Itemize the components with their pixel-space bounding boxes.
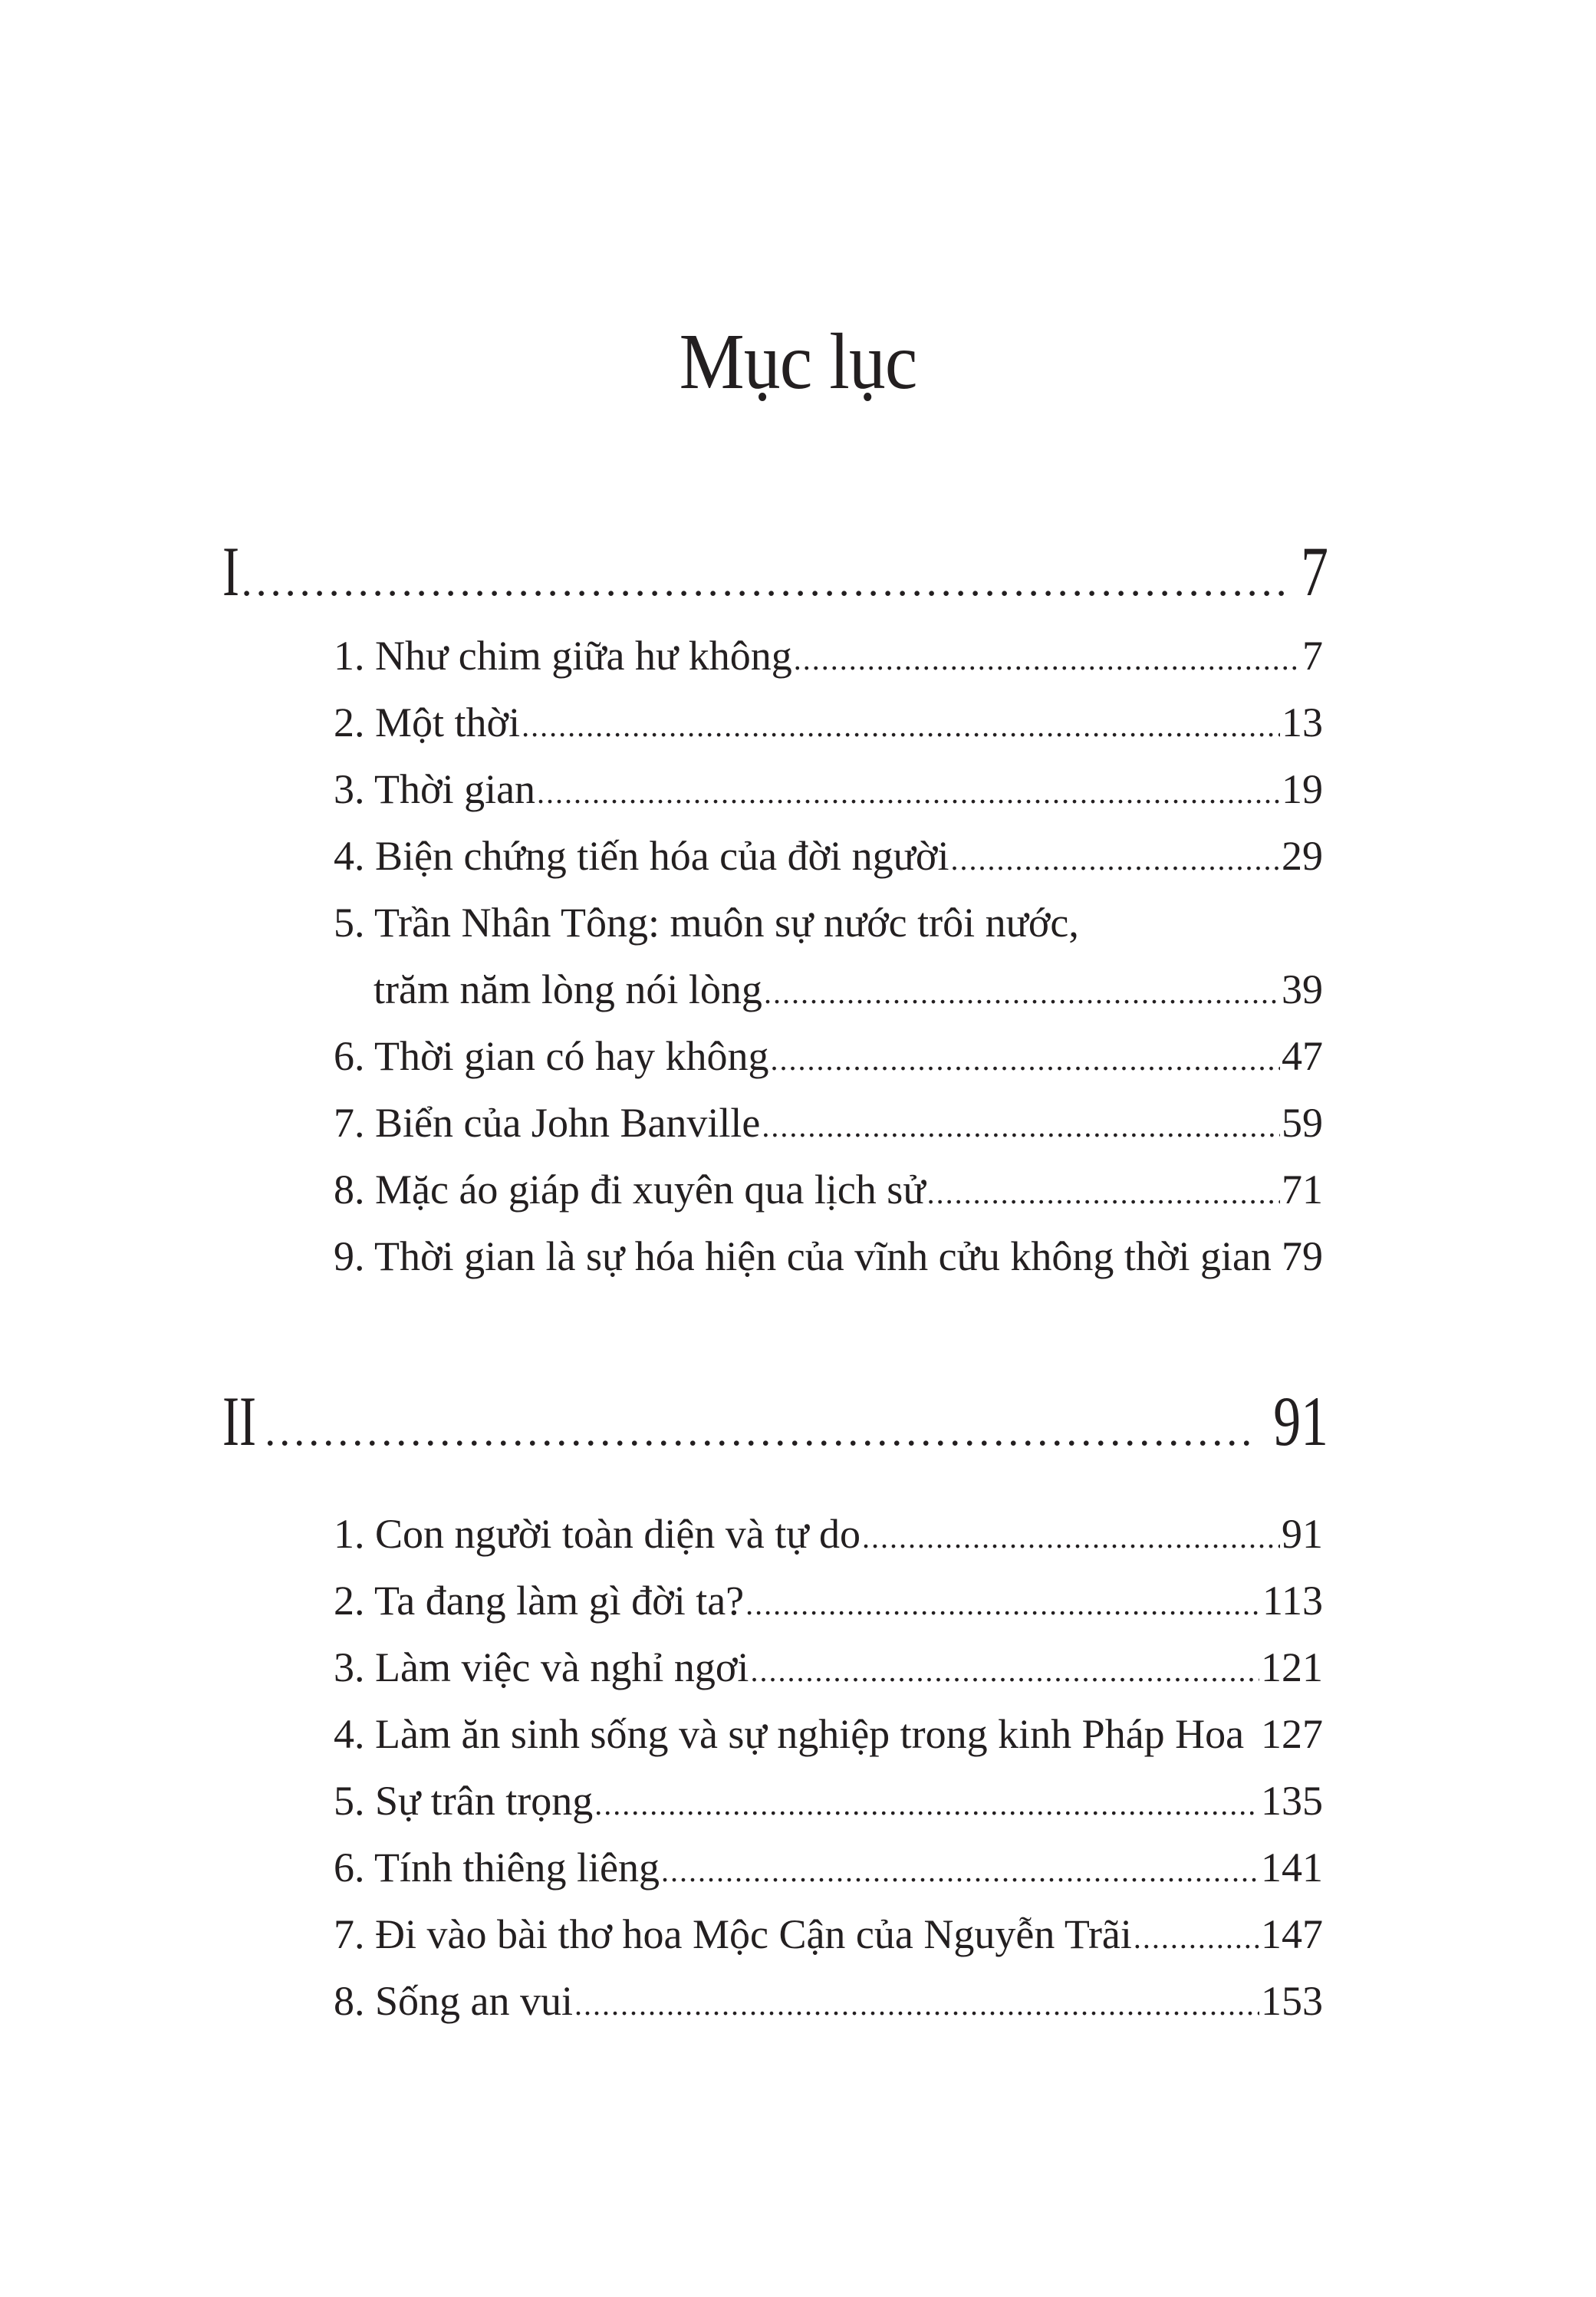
dot-leader — [862, 1504, 1280, 1571]
entry-title: 2. Một thời — [334, 699, 521, 745]
section-label: I — [222, 532, 240, 610]
entry-page-number: 47 — [1282, 1033, 1323, 1079]
entry-page-number: 19 — [1282, 766, 1323, 812]
dot-leader — [762, 1093, 1280, 1160]
dot-leader — [574, 1971, 1259, 2038]
entry-title: 5. Sự trân trọng — [334, 1778, 594, 1824]
section-heading-i[interactable] — [222, 529, 1328, 614]
dot-leader — [750, 1637, 1259, 1704]
toc-entry[interactable] — [334, 1023, 1323, 1090]
entry-title: 1. Con người toàn diện và tự do — [334, 1511, 861, 1557]
dot-leader — [242, 539, 1288, 624]
toc-entry[interactable] — [334, 890, 1323, 956]
entry-page-number: 135 — [1261, 1778, 1323, 1824]
dot-leader — [951, 826, 1281, 893]
toc-entry[interactable] — [334, 1835, 1323, 1901]
toc-entry[interactable] — [334, 1090, 1323, 1157]
toc-entry[interactable] — [334, 1223, 1323, 1290]
toc-entry[interactable] — [334, 1901, 1323, 1968]
dot-leader — [794, 626, 1301, 693]
dot-leader — [537, 759, 1280, 826]
entry-page-number: 71 — [1282, 1167, 1323, 1213]
entry-title: 3. Thời gian — [334, 766, 536, 812]
entry-title: trăm năm lòng nói lòng — [373, 966, 762, 1012]
entry-title: 2. Ta đang làm gì đời ta? — [334, 1578, 745, 1624]
entry-title: 6. Tính thiêng liêng — [334, 1845, 660, 1891]
entry-title: 6. Thời gian có hay không — [334, 1033, 769, 1079]
section-i-entries — [334, 623, 1323, 1290]
dot-leader — [927, 1160, 1280, 1226]
dot-leader — [661, 1838, 1259, 1904]
toc-entry[interactable] — [334, 1157, 1323, 1223]
entry-title: 8. Sống an vui — [334, 1978, 574, 2024]
dot-leader — [770, 1026, 1280, 1093]
entry-page-number: 127 — [1261, 1711, 1323, 1757]
section-page-number: 91 — [1273, 1382, 1328, 1460]
entry-page-number: 13 — [1282, 699, 1323, 745]
section-ii-entries — [334, 1501, 1323, 2035]
entry-page-number: 147 — [1261, 1911, 1323, 1957]
dot-leader — [1134, 1904, 1259, 1971]
dot-leader — [522, 693, 1280, 759]
entry-page-number: 7 — [1302, 633, 1323, 679]
entry-title: 7. Đi vào bài thơ hoa Mộc Cận của Nguyễn Trãi — [334, 1911, 1132, 1957]
entry-page-number: 121 — [1261, 1644, 1323, 1690]
toc-entry[interactable] — [334, 623, 1323, 689]
dot-leader — [764, 959, 1280, 1026]
entry-title: 1. Như chim giữa hư không — [334, 633, 792, 679]
toc-entry[interactable] — [334, 1568, 1323, 1634]
dot-leader — [265, 1389, 1253, 1473]
toc-entry[interactable] — [334, 689, 1323, 756]
toc-entry[interactable] — [334, 823, 1323, 890]
entry-page-number: 91 — [1282, 1511, 1323, 1557]
toc-entry[interactable] — [334, 1701, 1323, 1768]
dot-leader — [745, 1571, 1261, 1637]
entry-page-number: 79 — [1282, 1233, 1323, 1279]
toc-entry[interactable] — [334, 1634, 1323, 1701]
entry-title: 4. Biện chứng tiến hóa của đời người — [334, 833, 949, 879]
section-heading-ii[interactable] — [222, 1379, 1328, 1463]
entry-page-number: 113 — [1262, 1578, 1323, 1624]
entry-title: 5. Trần Nhân Tông: muôn sự nước trôi nước, — [334, 900, 1079, 946]
toc-entry[interactable] — [334, 1968, 1323, 2035]
entry-page-number: 141 — [1261, 1845, 1323, 1891]
toc-entry-continuation[interactable] — [334, 956, 1323, 1023]
entry-page-number: 59 — [1282, 1100, 1323, 1146]
entry-page-number: 153 — [1261, 1978, 1323, 2024]
toc-entry[interactable] — [334, 1501, 1323, 1568]
dot-leader — [594, 1771, 1259, 1838]
entry-title: 9. Thời gian là sự hóa hiện của vĩnh cửu không thời gian — [334, 1233, 1272, 1279]
page-title: Mục lục — [679, 318, 917, 406]
toc-entry[interactable] — [334, 756, 1323, 823]
section-page-number: 7 — [1301, 532, 1328, 610]
entry-title: 7. Biển của John Banville — [334, 1100, 761, 1146]
section-label: II — [222, 1382, 257, 1460]
entry-page-number: 29 — [1282, 833, 1323, 879]
entry-title: 8. Mặc áo giáp đi xuyên qua lịch sử — [334, 1167, 926, 1213]
entry-title: 3. Làm việc và nghỉ ngơi — [334, 1644, 749, 1690]
entry-page-number: 39 — [1282, 966, 1323, 1012]
toc-entry[interactable] — [334, 1768, 1323, 1835]
entry-title: 4. Làm ăn sinh sống và sự nghiệp trong kinh Pháp Hoa — [334, 1711, 1245, 1757]
